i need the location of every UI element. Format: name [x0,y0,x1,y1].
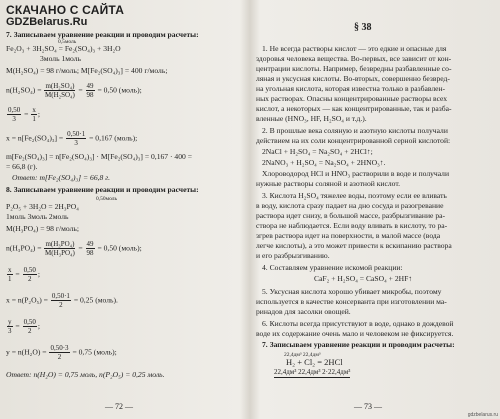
task8-y-result: = 0,75 (моль); [72,347,117,357]
frac-num: 0,50 [8,106,21,114]
text-line: на угольная кислота, которая известна только в разбавлен- [256,84,446,93]
task8-header: 8. Записываем уравнение реакции и проводим расчеты: [6,185,199,194]
text-line: 4. Составляем уравнение искомой реакции: [262,263,403,272]
eq-amount-top: 22,4дм³ 22,4дм³ [284,352,321,358]
frac-num: 0,50·1 [51,292,70,300]
watermark-line2: GDZBelarus.Ru [6,16,88,28]
watermark-line1: СКАЧАНО С САЙТА [6,3,125,17]
page-number-right: — 73 — [354,402,382,411]
text-line: вленные (HNO₃, HF, H₂SO₄ и т.д.). [256,114,367,123]
task8-proportion-y: $\frac{y}{3}$ = $\frac{0,50}{2}$ ; [8,318,40,335]
frac-den: 2 [59,301,63,309]
frac-den: 2 [57,353,62,361]
task8-answer: Ответ: n(H₂O) = 0,75 моль, n(P₂O₅) = 0,25 моль. [6,370,165,379]
frac-num: 0,50·3 [50,344,69,352]
task8-equation: P₂O₅ + 3H₂O = 2H₃PO₄ [6,202,79,211]
page-number-left: — 72 — [105,402,133,411]
text-line: в воду, кислота сразу падает на дно сосуда и разогревание [256,201,444,210]
text-line: 5. Уксусная кислота хорошо убивает микробы, поэтому [262,287,442,296]
text-line: здоровья человека вещества. Во-первых, все зависит от кон- [256,54,452,63]
frac-den: 98 [86,91,94,99]
frac-den: 1 [8,275,12,283]
text-line: нужные растворы соляной и азотной кислот. [256,179,400,188]
frac-den: 3 [8,327,12,335]
task7-x-label: x = n[Fe₂(SO₄)₃] = [6,133,64,143]
text-line: и его разбрызгиванию. [256,251,330,260]
task8-n-result: = 0,50 (моль); [97,243,142,253]
text-line: кислот, а некоторых — как концентрированные, так и разба- [256,104,452,113]
task7-proportion: $\frac{0,50}{3}$ = $\frac{x}{1}$ ; [8,106,40,123]
frac-den: 98 [86,249,94,257]
frac-num: x [32,106,36,114]
text-line: воде их содержание очень мало и человеком не фиксируется. [256,329,454,338]
text-line: ринадов для засолки овощей. [256,307,351,316]
task7-molar-masses: M(H₂SO₄) = 98 г/моль; M[Fe₂(SO₄)₃] = 400 г/моль; [6,66,168,75]
hcl-equation: H₂ + Cl₂ = 2HCl [286,357,343,367]
text-line: центрации кислоты. Например, безвредны разбавленные со- [256,64,452,73]
corner-mark: gdzbelarus.ru [467,412,498,418]
task7-mass-calc: m[Fe₂(SO₄)₃] = n[Fe₂(SO₄)₃] · M[Fe₂(SO₄)₃] = 0,167 · 400 = [6,152,192,161]
text-line: Хлороводород HCl и HNO₃ растворили в воде и получали [262,169,450,178]
task7-n-calc: n(H₂SO₄) = $\frac{\text{m(H₂SO₄)}}{\text{M(H₂SO₄)}}$ = $\frac{49}{98}$ = 0,50 (моль); [6,82,142,99]
text-line: используется в качестве консерванта при изготовлении ма- [256,297,447,306]
task7-x-result: = 0,167 (моль); [89,133,138,143]
task8-proportion-x: $\frac{x}{1}$ = $\frac{0,50}{2}$ ; [8,266,40,283]
text-line: действием на их соли концентрированной серной кислотой: [256,136,451,145]
task7-moles: 3моль 1моль [40,54,82,63]
text-line: ляная и уксусная кислоты. Во-вторых, совершенно безвред- [256,74,450,83]
frac-den: 3 [12,115,16,123]
text-line: 2. В прошлые века соляную и азотную кислоты получали [262,126,448,135]
text-line: 1. Не всегда растворы кислот — это едкие и опасные для [262,44,447,53]
frac-num: y [8,318,12,326]
task8-molar-mass: M(H₃PO₄) = 98 г/моль; [6,224,79,233]
frac-num: 49 [86,82,94,90]
frac-num: m(H₂SO₄) [45,82,75,90]
task8-y-label: y = n(H₂O) = [6,347,47,357]
task7-equation: Fe₂O₃ + 3H₂SO₄ = Fe₂(SO₄)₃ + 3H₂O [6,44,121,53]
task8-x-label: x = n(P₂O₅) = [6,295,48,305]
task7-x-calc [6,130,137,147]
frac-num: 0,50 [23,266,36,274]
eq-amount-bottom: 22,4дм³ 22,4дм³ 2·22,4дм³ [274,368,351,376]
frac-num: 0,50·1 [67,130,86,138]
watermark [6,4,124,28]
task8-amount-note: 0,50моль [96,196,118,202]
frac-den: 2 [27,327,32,335]
frac-den: M(H₃PO₄) [45,249,75,257]
task8-x-result: = 0,25 (моль). [73,295,118,305]
frac-den: 3 [74,139,78,147]
task7-n-label: n(H₂SO₄) = [6,85,42,95]
task8-moles: 1моль 3моль 2моль [6,212,69,221]
task7-n-result: = 0,50 (моль); [97,85,142,95]
frac-num: m(H₃PO₄) [45,240,75,248]
text-line: 6. Кислоты всегда присутствуют в воде, однако в дождевой [262,319,454,328]
task7-answer: Ответ: m[Fe₂(SO₄)₃] = 66,8 г. [12,173,110,182]
task7-header-right: 7. Записываем уравнение реакции и проводим расчеты: [262,340,455,349]
text-line: створа не наблюдается. Если воду вливать в кислоту, то ра- [256,221,448,230]
text-line: ных растворах. Опасны концентрированные растворы всех [256,94,448,103]
task7-header: 7. Записываем уравнение реакции и проводим расчеты: [6,30,199,39]
left-page [0,0,246,419]
text-line: раствора идет снизу, в большой массе, разбрызгивание ра- [256,211,446,220]
task7-amount-note: 0,5моль [58,39,77,45]
section-heading: § 38 [354,22,372,33]
text-line: легче кислоты), а это может привести к вскипанию раствора [256,241,452,250]
frac-num: 49 [86,240,94,248]
task8-n-calc: n(H₃PO₄) = $\frac{\text{m(H₃PO₄)}}{\text{M(H₃PO₄)}}$ = $\frac{49}{98}$ = 0,50 (моль); [6,240,142,257]
frac-den: 1 [32,115,36,123]
task8-n-label: n(H₃PO₄) = [6,243,42,253]
text-line: 3. Кислота H₂SO₄ тяжелее воды, поэтому если ее вливать [262,191,447,200]
task8-x-calc [6,292,118,309]
equation-line: CaF₂ + H₂SO₄ = CaSO₄ + 2HF↑ [314,274,413,283]
frac-num: 0,50 [23,318,36,326]
frac-num: x [8,266,12,274]
task8-y-calc [6,344,117,361]
frac-den: 2 [27,275,32,283]
equation-line: 2NaCl + H₂SO₄ = Na₂SO₄ + 2HCl↑; [262,147,373,156]
frac-den: M(H₂SO₄) [45,91,75,99]
right-page [254,0,500,419]
equation-line: 2NaNO₃ + H₂SO₄ = Na₂SO₄ + 2HNO₃↑. [262,158,386,167]
task7-mass-result: = 66,8 (г). [6,162,38,171]
text-line: згрев раствора идет на поверхности, в малой массе (вода [256,231,441,240]
